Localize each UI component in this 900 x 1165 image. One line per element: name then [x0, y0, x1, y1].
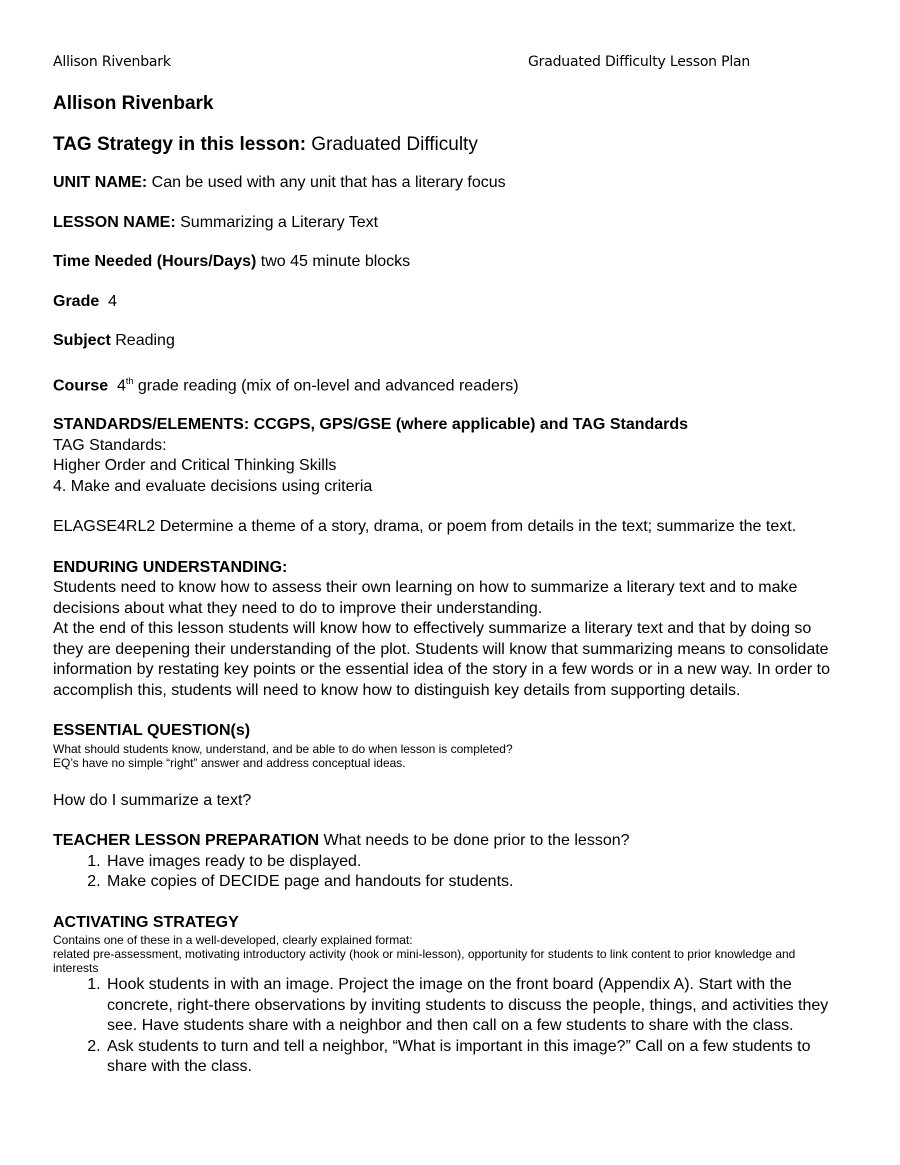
essential-question-section: [53, 721, 843, 811]
unit-name: [53, 173, 843, 194]
activating-heading: ACTIVATING STRATEGY: [53, 913, 239, 931]
standards-line: 4. Make and evaluate decisions using criteria: [53, 477, 373, 495]
enduring-section: [53, 558, 843, 702]
enduring-paragraph: Students need to know how to assess their own learning on how to summarize a literary text and to make decisions about what they need to do to improve their understanding.: [53, 579, 798, 617]
lesson-name: [53, 213, 843, 234]
course-number: 4: [108, 376, 126, 394]
list-item: 1. Have images ready to be displayed.: [105, 852, 843, 873]
course-value: grade reading (mix of on-level and advanced readers): [133, 376, 519, 394]
subject: [53, 331, 843, 352]
standards-line: Higher Order and Critical Thinking Skills: [53, 457, 337, 475]
standards-section: [53, 415, 843, 497]
time-value: two 45 minute blocks: [256, 253, 411, 270]
lesson-label: LESSON NAME:: [53, 213, 176, 231]
unit-label: UNIT NAME:: [53, 174, 148, 191]
activating-note: Contains one of these in a well-developed, clearly explained format:: [53, 933, 413, 948]
standards-heading: STANDARDS/ELEMENTS: CCGPS, GPS/GSE (where applicable) and TAG Standards: [53, 416, 689, 434]
eq-heading: ESSENTIAL QUESTION(s): [53, 722, 251, 740]
subject-label: Subject: [53, 332, 111, 349]
list-item: 1. Hook students in with an image. Project the image on the front board (Appendix A). Start with the concrete, right-there observations by inviting students to discuss the people, things, and activities they see. Have students share with a neighbor and then call on a few students to share with the class.: [105, 975, 843, 1037]
grade: [53, 292, 843, 313]
time-needed: [53, 252, 843, 273]
grade-label: Grade: [53, 292, 100, 310]
eq-note: EQ’s have no simple “right” answer and address conceptual ideas.: [53, 755, 406, 770]
activating-note: related pre-assessment, motivating introductory activity (hook or mini-lesson), opportunity for students to link content to prior knowledge and interests: [53, 947, 796, 976]
tag-strategy: [53, 133, 843, 157]
prep-list: [53, 852, 843, 893]
teacher-prep-section: [53, 831, 843, 893]
course-superscript: th: [125, 375, 134, 386]
enduring-paragraph: At the end of this lesson students will know how to effectively summarize a literary text and that by doing so they are deepening their understanding of the plot. Students will know that summarizing means to consolidate information by restating key points or the essential idea of the story in a few words or in a new way. In order to accomplish this, students will need to know how to distinguish key details from supporting details.: [53, 620, 830, 699]
grade-value: 4: [99, 292, 118, 310]
time-label: Time Needed (Hours/Days): [53, 253, 257, 270]
prep-value: What needs to be done prior to the lesson?: [319, 832, 630, 850]
prep-label: TEACHER LESSON PREPARATION: [53, 832, 320, 850]
standards-line: TAG Standards:: [53, 436, 167, 454]
elagse-standard: ELAGSE4RL2 Determine a theme of a story, drama, or poem from details in the text; summarize the text.: [53, 518, 797, 536]
course: [53, 371, 843, 397]
unit-value: Can be used with any unit that has a literary focus: [147, 174, 506, 191]
course-label: Course: [53, 376, 109, 394]
header-author: Allison Rivenbark: [53, 54, 171, 70]
author-title: Allison Rivenbark: [53, 93, 214, 114]
enduring-heading: ENDURING UNDERSTANDING:: [53, 558, 288, 576]
subject-value: Reading: [110, 332, 175, 349]
activating-section: [53, 913, 843, 1078]
document-body: [53, 92, 843, 1078]
eq-question: How do I summarize a text?: [53, 791, 252, 809]
header-doc-title: Graduated Difficulty Lesson Plan: [528, 54, 751, 70]
tag-value: Graduated Difficulty: [306, 134, 478, 155]
eq-note: What should students know, understand, and be able to do when lesson is completed?: [53, 741, 513, 756]
lesson-value: Summarizing a Literary Text: [175, 213, 379, 231]
tag-label: TAG Strategy in this lesson:: [53, 134, 307, 155]
list-item: 2. Ask students to turn and tell a neighbor, “What is important in this image?” Call on a few students to share with the class.: [105, 1037, 843, 1078]
activating-list: [53, 975, 843, 1078]
list-item: 2. Make copies of DECIDE page and handouts for students.: [105, 872, 843, 893]
